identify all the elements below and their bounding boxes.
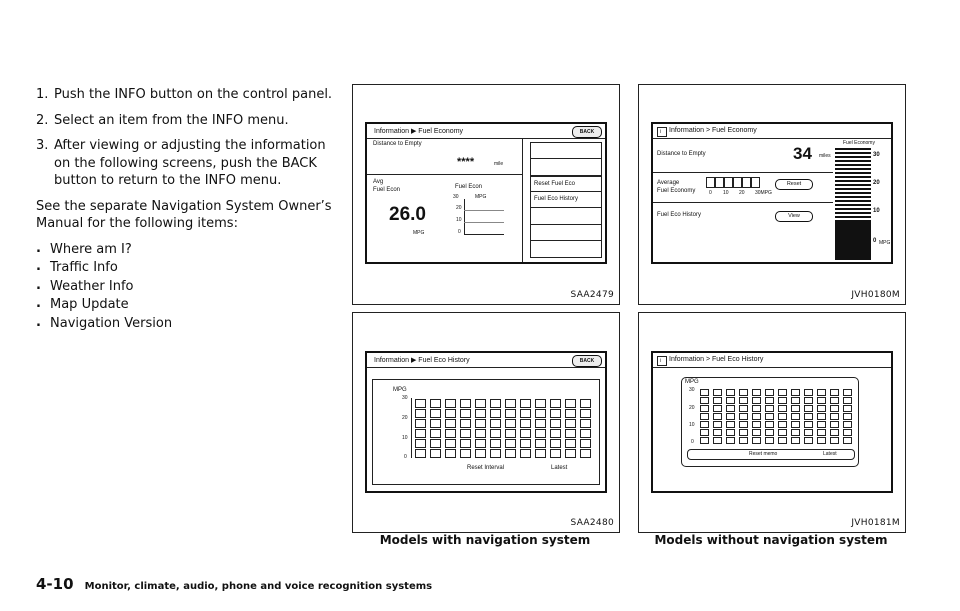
history-tick: 10 (402, 435, 408, 441)
page-footer (36, 574, 432, 593)
figure-id: JVH0181M (851, 518, 900, 528)
reset-memo-label: Reset memo (749, 451, 778, 457)
figure-jvh0181m (638, 312, 906, 533)
chapter-title: Monitor, climate, audio, phone and voice recognition systems (84, 581, 433, 592)
bar-tick: 10 (873, 208, 880, 214)
bar-unit: MPG (879, 240, 891, 246)
step-2 (36, 112, 338, 130)
view-button: View (775, 211, 813, 222)
divider (367, 367, 605, 368)
avg-label: Avg (373, 179, 384, 185)
fuel-economy-screen-no-nav (651, 122, 893, 264)
figure-saa2479 (352, 84, 620, 305)
history-bar (430, 399, 441, 459)
history-bar (520, 399, 531, 459)
scale-label: 0 (709, 190, 712, 196)
divider (522, 138, 523, 262)
history-bar (726, 389, 735, 445)
screen-title: Information ▶ Fuel Economy (374, 128, 464, 135)
graph-label: Fuel Econ (455, 184, 483, 190)
history-bar (505, 399, 516, 459)
menu-box (530, 176, 602, 258)
graph-tick: 30 (453, 194, 459, 200)
bullet-icon: . (36, 314, 41, 330)
history-bar (415, 399, 426, 459)
mpg-label: MPG (685, 379, 699, 385)
list-item: . Where am I? (36, 240, 132, 257)
list-item: . Map Update (36, 296, 129, 312)
divider (530, 191, 601, 192)
bullet-icon: . (36, 296, 41, 311)
list-item: . Weather Info (36, 277, 134, 294)
history-axis (411, 398, 412, 458)
gridline (464, 222, 504, 223)
latest-label: Latest (823, 451, 837, 457)
gridline (464, 234, 504, 235)
mpg-label: MPG (393, 387, 407, 393)
history-bar (535, 399, 546, 459)
history-bar (580, 399, 591, 459)
screen-title: Information ▶ Fuel Eco History (374, 357, 470, 364)
graph-tick: 20 (456, 205, 462, 211)
history-bar (490, 399, 501, 459)
caption-without-nav: Models without navigation system (654, 533, 888, 547)
back-button: BACK (572, 355, 602, 367)
fuel-economy-screen-nav (365, 122, 607, 264)
divider (530, 224, 601, 225)
divider (530, 158, 601, 159)
screen-title: Information > Fuel Eco History (669, 356, 764, 363)
step-text: After viewing or adjusting the information on the following screens, push the BACK button to return to the INFO menu. (54, 138, 326, 188)
info-icon: i (657, 356, 667, 366)
history-bar (713, 389, 722, 445)
history-bar (843, 389, 852, 445)
bullet-icon: . (36, 277, 41, 293)
figure-id: JVH0180M (851, 290, 900, 300)
scale-label: 30MPG (755, 190, 772, 196)
graph-unit: MPG (475, 194, 487, 200)
bar-tick: 20 (873, 180, 880, 186)
info-icon: i (657, 127, 667, 137)
divider (653, 202, 833, 203)
scale-label: 10 (723, 190, 729, 196)
history-bar (830, 389, 839, 445)
history-bar (752, 389, 761, 445)
caption-with-nav: Models with navigation system (379, 533, 591, 547)
history-tick: 0 (404, 454, 407, 460)
history-bar (460, 399, 471, 459)
latest-label: Latest (551, 465, 568, 471)
history-bar (765, 389, 774, 445)
distance-unit: miles (819, 153, 831, 159)
history-tick: 20 (689, 405, 695, 411)
divider (653, 172, 833, 173)
menu-reset-fuel-eco: Reset Fuel Eco (534, 181, 576, 187)
distance-value: 34 (793, 144, 812, 163)
history-bar (565, 399, 576, 459)
bar-tick: 30 (873, 152, 880, 158)
divider (367, 174, 522, 175)
history-bar (804, 389, 813, 445)
divider (653, 138, 891, 139)
history-label: Fuel Eco History (657, 212, 702, 218)
bar-title: Fuel Economy (843, 140, 875, 146)
history-tick: 20 (402, 415, 408, 421)
figure-jvh0180m (638, 84, 906, 305)
avg-label: Average (657, 180, 680, 186)
history-bar (445, 399, 456, 459)
distance-label: Distance to Empty (373, 141, 422, 147)
step-number: 2. (36, 112, 49, 128)
scale-label: 20 (739, 190, 745, 196)
bullet-icon: . (36, 240, 41, 256)
history-bar (817, 389, 826, 445)
step-text: Push the INFO button on the control panel. (54, 87, 333, 102)
history-bar (791, 389, 800, 445)
figure-id: SAA2480 (570, 518, 614, 528)
step-1 (36, 86, 338, 104)
divider (367, 138, 605, 139)
step-text: Select an item from the INFO menu. (54, 112, 289, 128)
graph-tick: 0 (458, 229, 461, 235)
history-bar (739, 389, 748, 445)
distance-value: **** (457, 156, 475, 168)
fuel-eco-history-screen-no-nav (651, 351, 893, 493)
back-button: BACK (572, 126, 602, 138)
step-3 (36, 137, 338, 190)
history-tick: 30 (689, 387, 695, 393)
history-tick: 0 (691, 439, 694, 445)
history-bar (550, 399, 561, 459)
figure-id: SAA2479 (570, 290, 614, 300)
reset-interval-label: Reset Interval (467, 465, 505, 471)
step-number: 1. (36, 87, 49, 102)
menu-fuel-eco-history: Fuel Eco History (534, 196, 579, 202)
list-item: . Traffic Info (36, 259, 118, 275)
instructions (36, 86, 338, 333)
step-number: 3. (36, 138, 49, 153)
list-item: . Navigation Version (36, 314, 173, 331)
history-bar (778, 389, 787, 445)
menu-box (530, 142, 602, 176)
history-bar (700, 389, 709, 445)
bar-tick: 0 (873, 238, 877, 244)
avg-fuel-unit: MPG (413, 230, 425, 236)
avg-label: Fuel Economy (657, 188, 696, 194)
divider (530, 240, 601, 241)
history-bar (475, 399, 486, 459)
graph-tick: 10 (456, 217, 462, 223)
fuel-economy-bar-fill (835, 220, 871, 260)
history-tick: 10 (689, 422, 695, 428)
figure-saa2480 (352, 312, 620, 533)
screen-title: Information > Fuel Economy (669, 127, 757, 134)
see-also-text: See the separate Navigation System Owner’s Manual for the following items: (36, 198, 332, 231)
distance-label: Distance to Empty (657, 151, 706, 157)
distance-unit: mile (494, 161, 504, 167)
page-number: 4-10 (36, 575, 74, 593)
avg-label: Fuel Econ (373, 187, 401, 193)
gridline (464, 210, 504, 211)
divider (530, 207, 601, 208)
avg-fuel-value: 26.0 (389, 204, 426, 225)
fuel-eco-history-screen-nav (365, 351, 607, 493)
graph-axis (464, 199, 465, 235)
bullet-icon: . (36, 259, 41, 274)
reset-button: Reset (775, 179, 813, 190)
history-tick: 30 (402, 395, 408, 401)
divider (653, 367, 891, 368)
